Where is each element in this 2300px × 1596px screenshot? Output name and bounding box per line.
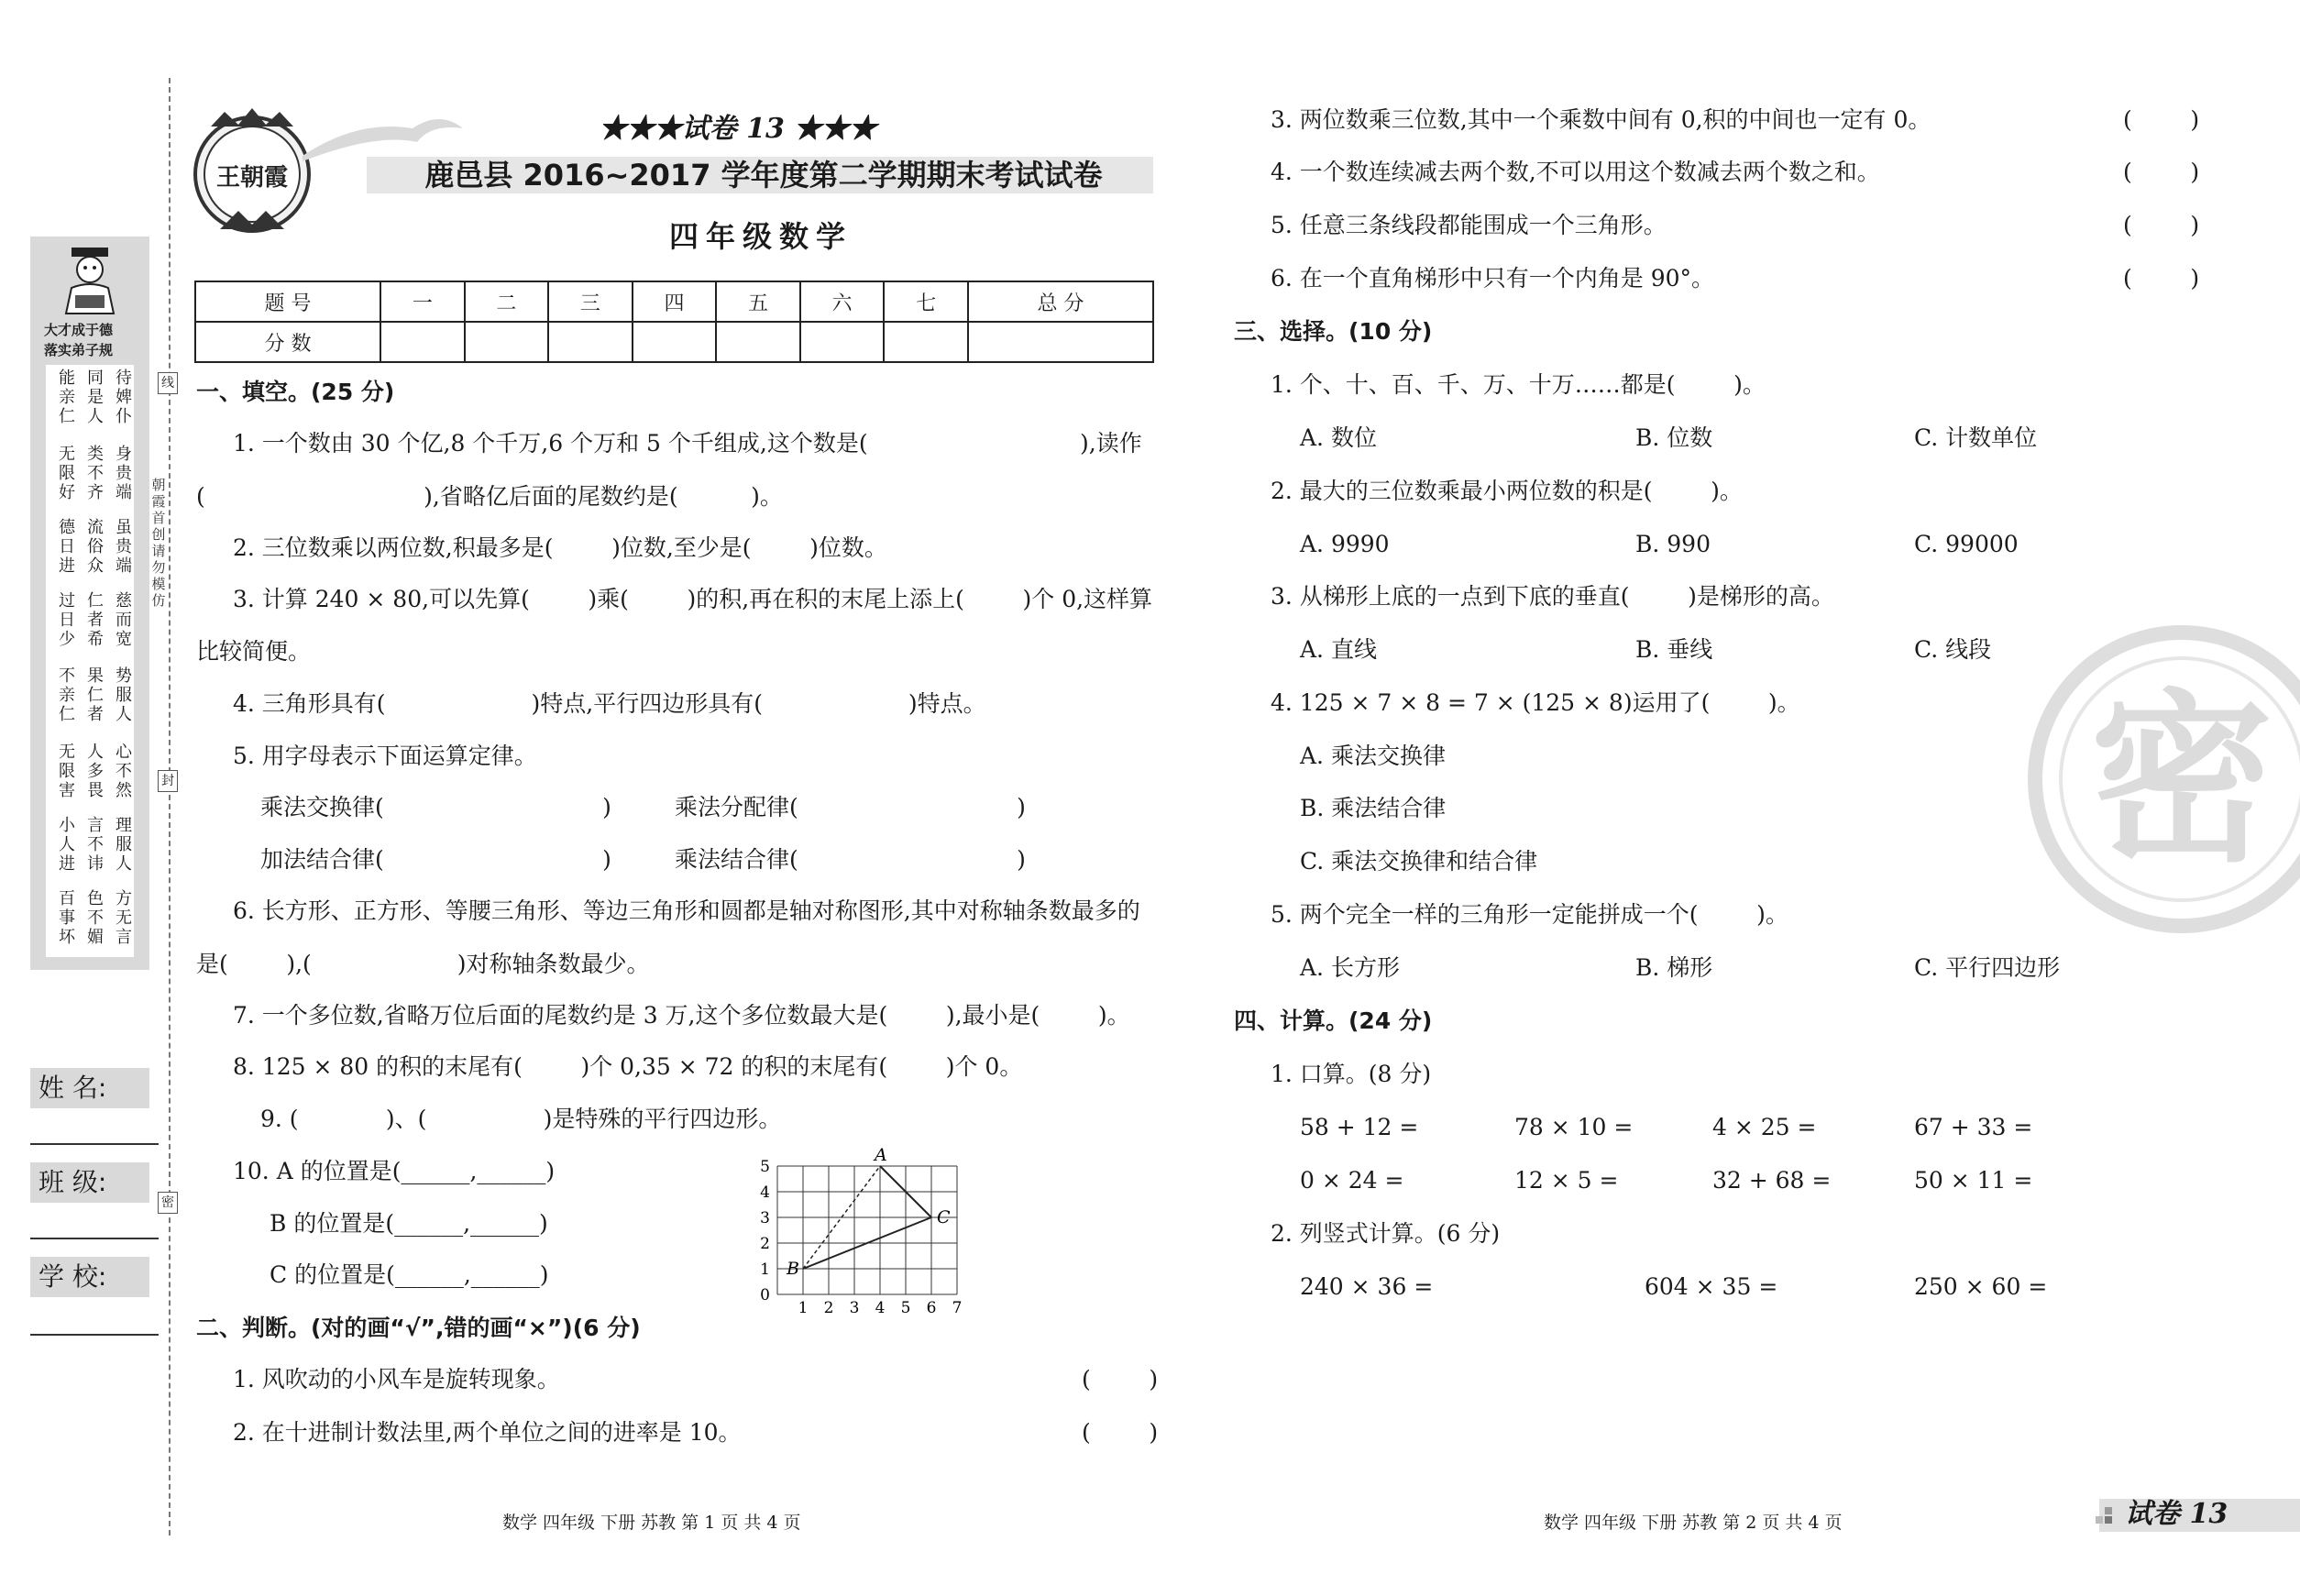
score-cell[interactable] xyxy=(716,322,800,362)
cut-mark-feng: 封 xyxy=(158,770,178,792)
fill-q9: 9. ( )、( )是特殊的平行四边形。 xyxy=(260,1106,782,1132)
motto-column: 仁者希 xyxy=(87,591,104,649)
judge-q1: 1. 风吹动的小风车是旋转现象。 xyxy=(233,1366,560,1392)
score-cell[interactable] xyxy=(800,322,885,362)
fill-q5: 5. 用字母表示下面运算定律。 xyxy=(233,743,537,769)
fill-q3-line2: 比较简便。 xyxy=(196,638,312,665)
exam-subject: 四年级数学 xyxy=(668,219,853,254)
score-cell[interactable] xyxy=(884,322,968,362)
corner-dots xyxy=(2096,1503,2121,1527)
strip-heading-1: 大才成于德 xyxy=(44,322,114,338)
fill-q5-law1: 乘法交换律( ) xyxy=(260,794,611,820)
choice-q4: 4. 125 × 7 × 8 = 7 × (125 × 8)运用了( )。 xyxy=(1271,689,1800,716)
choice-q3-opt-c[interactable]: C. 线段 xyxy=(1914,636,1992,663)
judge-q5-answer[interactable]: ( ) xyxy=(2123,212,2200,238)
cut-mark-mi: 密 xyxy=(158,1192,178,1214)
judge-q2-answer[interactable]: ( ) xyxy=(1082,1419,1159,1446)
seal-cut-line xyxy=(169,78,171,1535)
y-tick-label: 4 xyxy=(760,1183,770,1202)
choice-q2-opt-c[interactable]: C. 99000 xyxy=(1914,531,2019,557)
class-label: 班 级: xyxy=(39,1167,107,1197)
section-1-title: 一、填空。(25 分) xyxy=(196,379,395,405)
judge-q3: 3. 两位数乘三位数,其中一个乘数中间有 0,积的中间也一定有 0。 xyxy=(1271,106,1931,133)
judge-q6: 6. 在一个直角梯形中只有一个内角是 90°。 xyxy=(1271,265,1715,292)
motto-column: 待婢仆 xyxy=(116,369,132,426)
exam-title: 鹿邑县 2016~2017 学年度第二学期期末考试试卷 xyxy=(424,158,1103,193)
footer-left: 数学 四年级 下册 苏教 第 1 页 共 4 页 xyxy=(502,1513,801,1533)
motto-column: 流俗众 xyxy=(87,518,104,576)
motto-column: 势服人 xyxy=(116,666,132,724)
vertical-calc-item: 604 × 35 = xyxy=(1645,1273,1778,1300)
watermark-glyph: 密 xyxy=(2089,674,2274,887)
choice-q5: 5. 两个完全一样的三角形一定能拼成一个( )。 xyxy=(1271,901,1788,928)
section-4-title: 四、计算。(24 分) xyxy=(1234,1007,1433,1034)
point-label: C xyxy=(937,1207,951,1227)
x-tick-label: 3 xyxy=(849,1299,860,1317)
score-cell[interactable] xyxy=(548,322,633,362)
score-header-cell: 三 xyxy=(548,281,633,322)
motto-column: 小人进 xyxy=(59,816,75,874)
choice-q5-opt-a[interactable]: A. 长方形 xyxy=(1300,954,1400,981)
choice-q1-opt-b[interactable]: B. 位数 xyxy=(1635,424,1713,451)
choice-q4-opt-b[interactable]: B. 乘法结合律 xyxy=(1300,795,1447,821)
fill-q5-law4: 乘法结合律( ) xyxy=(675,846,1026,873)
fill-q1-line1: 1. 一个数由 30 个亿,8 个千万,6 个万和 5 个千组成,这个数是( xyxy=(233,430,868,457)
score-row-label: 分 数 xyxy=(195,322,380,362)
fill-q5-law3: 加法结合律( ) xyxy=(260,846,611,873)
motto-column: 心不然 xyxy=(116,743,132,800)
motto-column: 色不媚 xyxy=(87,889,104,947)
motto-column: 类不齐 xyxy=(87,445,104,502)
motto-column: 方无言 xyxy=(116,889,132,947)
motto-column: 不亲仁 xyxy=(59,666,75,724)
score-header-cell: 二 xyxy=(465,281,549,322)
coordinate-grid-figure xyxy=(752,1137,981,1320)
choice-q3-opt-a[interactable]: A. 直线 xyxy=(1300,636,1377,663)
judge-q5: 5. 任意三条线段都能围成一个三角形。 xyxy=(1271,212,1667,238)
school-label: 学 校: xyxy=(39,1261,107,1292)
fill-q1-line2: ( ),省略亿后面的尾数约是( )。 xyxy=(196,483,783,510)
choice-q5-opt-c[interactable]: C. 平行四边形 xyxy=(1914,954,2061,981)
y-tick-label: 2 xyxy=(760,1235,770,1253)
coordinate-grid xyxy=(752,1137,981,1320)
choice-q2-opt-b[interactable]: B. 990 xyxy=(1635,531,1711,557)
motto-column: 言不讳 xyxy=(87,816,104,874)
motto-column: 人多畏 xyxy=(87,743,104,800)
judge-q6-answer[interactable]: ( ) xyxy=(2123,265,2200,292)
fill-q6-line2: 是( ),( )对称轴条数最少。 xyxy=(196,951,650,977)
x-tick-label: 5 xyxy=(900,1299,911,1317)
brand-logo xyxy=(183,101,321,238)
paper-number: ★★★试卷 13 ★★★ xyxy=(599,113,877,145)
y-tick-label: 1 xyxy=(760,1260,770,1279)
vertical-note: 朝霞首创 请勿模仿 xyxy=(151,477,166,609)
choice-q2: 2. 最大的三位数乘最小两位数的积是( )。 xyxy=(1271,478,1743,504)
fill-q1-line1-end: ),读作 xyxy=(1080,430,1142,457)
section-2-title: 二、判断。(对的画“√”,错的画“×”)(6 分) xyxy=(196,1315,641,1341)
x-tick-label: 6 xyxy=(926,1299,937,1317)
oral-item: 67 + 33 = xyxy=(1914,1114,2033,1140)
score-header-cell: 四 xyxy=(633,281,717,322)
motto-column: 理服人 xyxy=(116,816,132,874)
oral-item: 32 + 68 = xyxy=(1712,1167,1832,1194)
motto-column: 虽贵端 xyxy=(116,518,132,576)
fill-q5-law2: 乘法分配律( ) xyxy=(675,794,1026,820)
fill-q10-b: B 的位置是(______,______) xyxy=(270,1210,548,1237)
x-tick-label: 1 xyxy=(798,1299,809,1317)
fill-q7: 7. 一个多位数,省略万位后面的尾数约是 3 万,这个多位数最大是( ),最小是( )。 xyxy=(233,1002,1130,1029)
judge-q1-answer[interactable]: ( ) xyxy=(1082,1366,1159,1392)
point-label: B xyxy=(787,1259,799,1279)
score-table xyxy=(194,281,1154,363)
logo-text: 王朝霞 xyxy=(215,164,289,192)
oral-item: 58 + 12 = xyxy=(1300,1114,1419,1140)
motto-column: 身贵端 xyxy=(116,445,132,502)
score-header-cell: 一 xyxy=(380,281,465,322)
fill-q6-line1: 6. 长方形、正方形、等腰三角形、等边三角形和圆都是轴对称图形,其中对称轴条数最多的 xyxy=(233,897,1140,924)
strip-heading-2: 落实弟子规 xyxy=(44,342,114,358)
y-tick-label: 5 xyxy=(760,1158,770,1176)
scholar-figure xyxy=(55,244,125,317)
judge-q4-answer[interactable]: ( ) xyxy=(2123,159,2200,185)
motto-column: 果仁者 xyxy=(87,666,104,724)
score-header-cell: 题 号 xyxy=(195,281,380,322)
judge-q4: 4. 一个数连续减去两个数,不可以用这个数减去两个数之和。 xyxy=(1271,159,1880,185)
x-tick-label: 4 xyxy=(875,1299,886,1317)
motto-column: 无限害 xyxy=(59,743,75,800)
corner-paper-number: 试卷 13 xyxy=(2125,1498,2228,1530)
choice-q5-opt-b[interactable]: B. 梯形 xyxy=(1635,954,1713,981)
choice-q3-opt-b[interactable]: B. 垂线 xyxy=(1635,636,1713,663)
motto-column: 能亲仁 xyxy=(59,369,75,426)
score-cell[interactable] xyxy=(380,322,465,362)
score-header-cell: 六 xyxy=(800,281,885,322)
score-header-cell: 七 xyxy=(884,281,968,322)
choice-q2-opt-a[interactable]: A. 9990 xyxy=(1300,531,1390,557)
fill-q3-line1: 3. 计算 240 × 80,可以先算( )乘( )的积,再在积的末尾上添上( )个 0,这样算 xyxy=(233,586,1153,612)
y-tick-label: 3 xyxy=(760,1209,770,1227)
score-header-cell: 五 xyxy=(716,281,800,322)
vertical-calc-item: 240 × 36 = xyxy=(1300,1273,1434,1300)
motto-column: 同是人 xyxy=(87,369,104,426)
score-cell[interactable] xyxy=(465,322,549,362)
fill-q4: 4. 三角形具有( )特点,平行四边形具有( )特点。 xyxy=(233,690,986,717)
oral-item: 12 × 5 = xyxy=(1514,1167,1619,1194)
oral-item: 0 × 24 = xyxy=(1300,1167,1404,1194)
vertical-calc-item: 250 × 60 = xyxy=(1914,1273,2048,1300)
name-label: 姓 名: xyxy=(39,1073,107,1103)
cut-mark-xian: 线 xyxy=(158,372,178,394)
motto-column: 过日少 xyxy=(59,591,75,649)
y-tick-label: 0 xyxy=(760,1286,770,1304)
fill-q2: 2. 三位数乘以两位数,积最多是( )位数,至少是( )位数。 xyxy=(233,534,887,561)
fill-q10-a: 10. A 的位置是(______,______) xyxy=(233,1158,556,1184)
confidential-watermark xyxy=(2026,623,2300,935)
calc-q1: 1. 口算。(8 分) xyxy=(1271,1061,1432,1087)
choice-q4-opt-a[interactable]: A. 乘法交换律 xyxy=(1300,743,1446,769)
choice-q4-opt-c[interactable]: C. 乘法交换律和结合律 xyxy=(1300,848,1538,875)
name-line[interactable] xyxy=(30,1143,159,1145)
motto-column: 无限好 xyxy=(59,445,75,502)
choice-q1-opt-a[interactable]: A. 数位 xyxy=(1300,424,1377,451)
class-line[interactable] xyxy=(30,1238,159,1239)
point-label: A xyxy=(875,1145,887,1165)
motto-column: 德日进 xyxy=(59,518,75,576)
fill-q10-c: C 的位置是(______,______) xyxy=(270,1261,549,1288)
judge-q2: 2. 在十进制计数法里,两个单位之间的进率是 10。 xyxy=(233,1419,742,1446)
school-line[interactable] xyxy=(30,1334,159,1336)
oral-item: 50 × 11 = xyxy=(1914,1167,2033,1194)
fill-q8: 8. 125 × 80 的积的末尾有( )个 0,35 × 72 的积的末尾有( )个 0。 xyxy=(233,1053,1023,1080)
score-cell[interactable] xyxy=(968,322,1153,362)
score-cell[interactable] xyxy=(633,322,717,362)
motto-column: 百事坏 xyxy=(59,889,75,947)
oral-item: 4 × 25 = xyxy=(1712,1114,1817,1140)
footer-right: 数学 四年级 下册 苏教 第 2 页 共 4 页 xyxy=(1544,1513,1843,1533)
choice-q3: 3. 从梯形上底的一点到下底的垂直( )是梯形的高。 xyxy=(1271,583,1834,610)
x-tick-label: 2 xyxy=(823,1299,834,1317)
judge-q3-answer[interactable]: ( ) xyxy=(2123,106,2200,133)
motto-column: 慈而宽 xyxy=(116,591,132,649)
score-header-cell: 总 分 xyxy=(968,281,1153,322)
calc-q2: 2. 列竖式计算。(6 分) xyxy=(1271,1220,1501,1247)
section-3-title: 三、选择。(10 分) xyxy=(1234,318,1433,345)
x-tick-label: 7 xyxy=(952,1299,963,1317)
choice-q1: 1. 个、十、百、千、万、十万……都是( )。 xyxy=(1271,371,1766,398)
choice-q1-opt-c[interactable]: C. 计数单位 xyxy=(1914,424,2038,451)
oral-item: 78 × 10 = xyxy=(1514,1114,1634,1140)
